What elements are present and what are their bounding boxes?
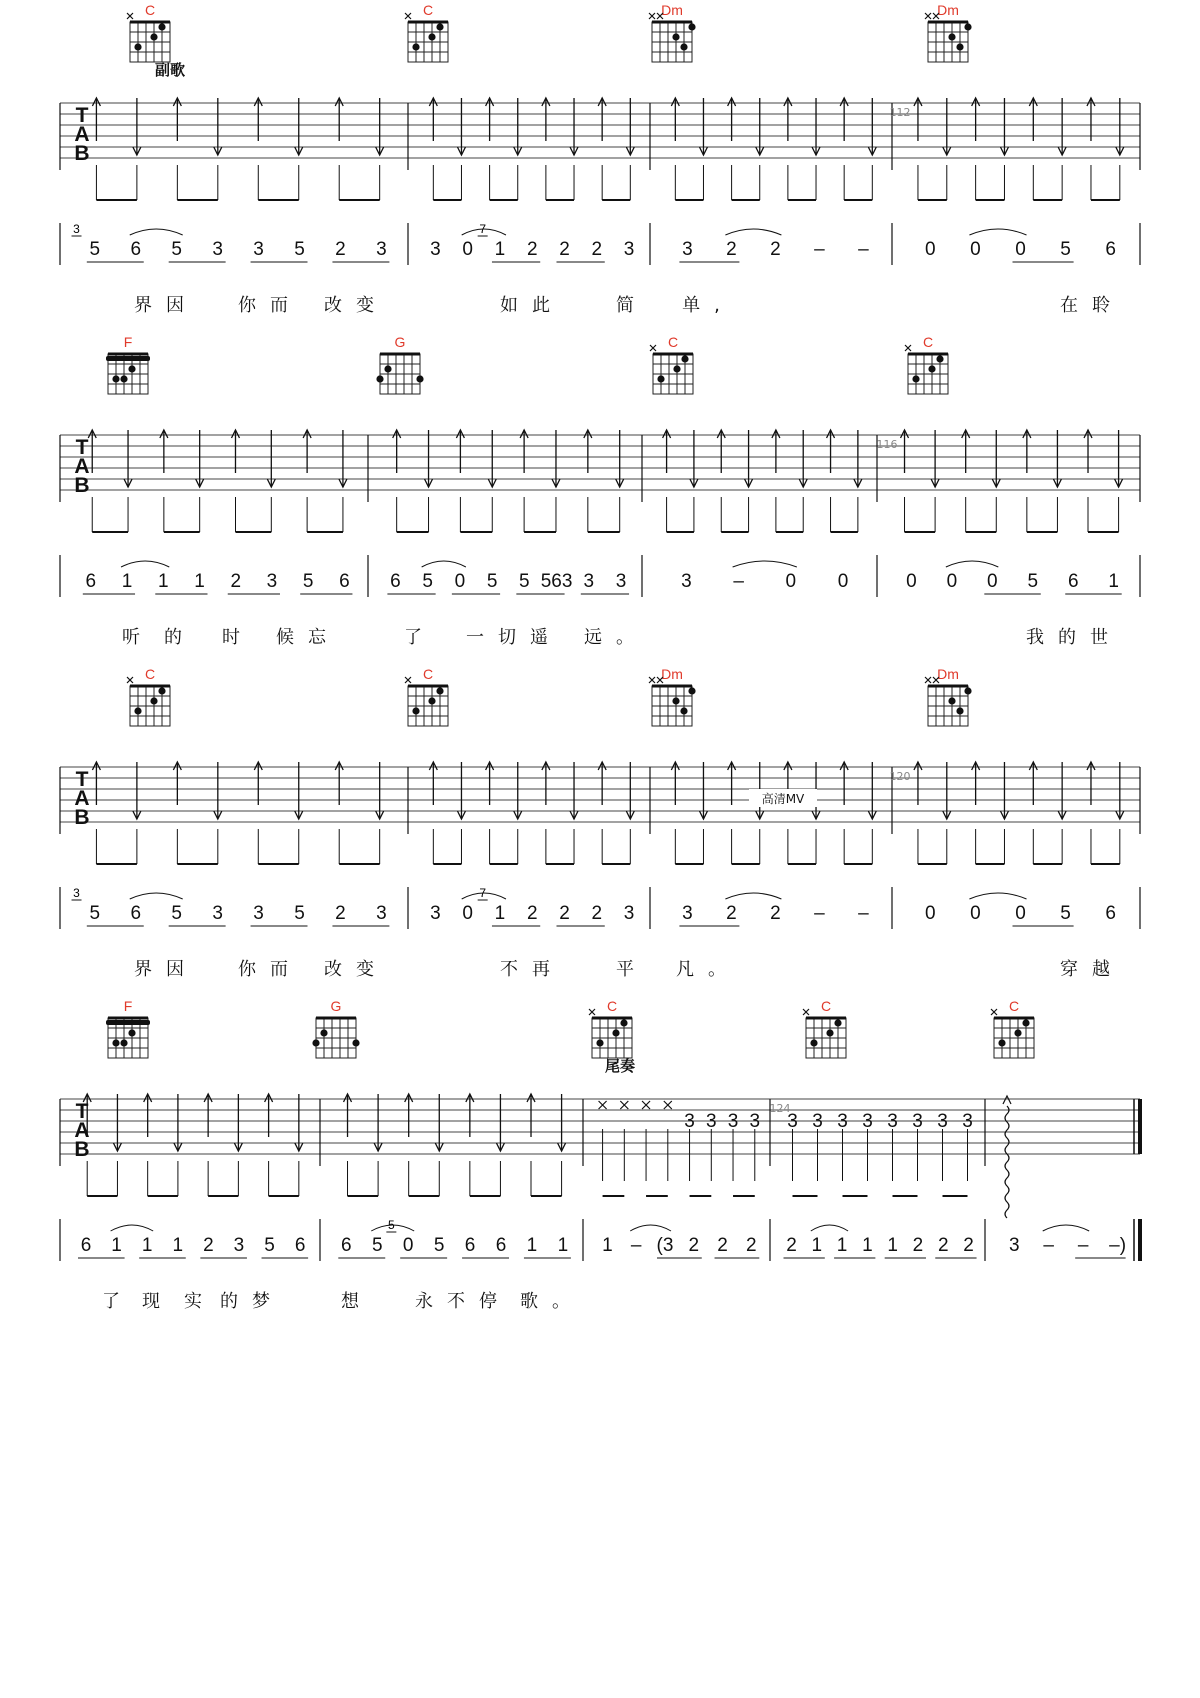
jianpu-note: 5 — [89, 903, 101, 924]
chord-dot — [657, 375, 664, 382]
jianpu-note: 1 — [887, 1235, 898, 1256]
chord-dot — [1022, 1019, 1029, 1026]
jianpu-note: 1 — [862, 1235, 873, 1256]
lyric-syllable: 的梦 — [220, 1291, 284, 1312]
measure-number: 120 — [889, 770, 911, 783]
lyric-syllable: 凡。 — [676, 959, 740, 980]
chord-name: C — [144, 2, 156, 18]
slur — [121, 561, 169, 567]
grace-note: 7 — [479, 886, 487, 900]
chord-mute-mark — [803, 1009, 809, 1015]
chord-dot — [436, 23, 443, 30]
lyric-syllable: 听 — [122, 627, 154, 648]
chord-dot — [681, 355, 688, 362]
chord-dot — [352, 1039, 359, 1046]
tab-clef-letter: T — [75, 768, 89, 791]
measure-number: 124 — [769, 1102, 791, 1115]
section-label: 尾奏 — [604, 1057, 636, 1075]
chord-dot — [412, 43, 419, 50]
tab-system — [60, 430, 1140, 648]
lyric-syllable: 界因 — [134, 295, 198, 316]
lyric-syllable: 候忘 — [276, 627, 340, 648]
jianpu-note: 3 — [682, 239, 693, 260]
jianpu-note: 5 — [519, 571, 530, 592]
jianpu-note: 5 — [294, 903, 305, 924]
lyric-syllable: 了 — [102, 1291, 134, 1312]
grace-note: 7 — [479, 222, 487, 236]
jianpu-note: 1 — [111, 1235, 122, 1256]
chord-dot — [1014, 1029, 1021, 1036]
chord-dot — [120, 1039, 127, 1046]
lyric-syllable: 单, — [682, 295, 734, 316]
jianpu-note: 3 — [212, 903, 223, 924]
jianpu-note: 0 — [906, 571, 917, 592]
chord-name: F — [123, 998, 133, 1014]
jianpu-note: 6 — [1067, 571, 1079, 592]
jianpu-note: 6 — [464, 1235, 476, 1256]
jianpu-note: 3 — [376, 239, 387, 260]
chord-diagram — [991, 998, 1034, 1058]
lyric-syllable: 一切遥 — [466, 627, 562, 648]
chord-name: Dm — [937, 666, 959, 682]
slur — [111, 1225, 154, 1231]
lyric-syllable: 简 — [616, 295, 648, 316]
slur — [725, 229, 781, 235]
jianpu-note: 3 — [1008, 1235, 1020, 1256]
chord-dot — [956, 43, 963, 50]
tab-system — [60, 61, 1140, 316]
jianpu-note: 5 — [422, 571, 433, 592]
chord-mute-mark — [991, 1009, 997, 1015]
jianpu-note: 3 — [681, 571, 692, 592]
jianpu-note: 1 — [194, 571, 205, 592]
jianpu-note: 0 — [970, 903, 981, 924]
tab-fret-number: 3 — [727, 1111, 739, 1132]
chord-dot — [158, 23, 165, 30]
tab-fret-number: 3 — [912, 1111, 923, 1132]
chord-dot — [826, 1029, 833, 1036]
jianpu-note: 1 — [526, 1235, 538, 1256]
jianpu-note: 3 — [212, 239, 223, 260]
tab-fret-number: 3 — [749, 1111, 761, 1132]
jianpu-note: 1 — [557, 1235, 569, 1256]
jianpu-note: 0 — [462, 239, 473, 260]
slur — [1043, 1225, 1089, 1231]
chord-dot — [948, 33, 955, 40]
lyric-syllable: 远。 — [584, 627, 648, 648]
chord-mute-mark — [405, 13, 411, 19]
chord-mute-mark — [127, 13, 133, 19]
chord-dot — [612, 1029, 619, 1036]
tab-clef-letter: A — [74, 787, 90, 810]
jianpu-note: 5 — [302, 571, 314, 592]
chord-dot — [416, 375, 423, 382]
lyric-syllable: 永不停 — [415, 1291, 511, 1312]
lyric-syllable: 穿越 — [1060, 959, 1124, 980]
tab-fret-number: 3 — [937, 1111, 948, 1132]
slur — [946, 561, 998, 567]
lyric-syllable: 界因 — [134, 959, 198, 980]
chord-dot — [112, 375, 119, 382]
jianpu-note: 3 — [253, 903, 264, 924]
chord-dot — [998, 1039, 1005, 1046]
jianpu-note: 3 — [583, 571, 595, 592]
jianpu-note: 6 — [390, 571, 401, 592]
jianpu-note: 5 — [264, 1235, 275, 1256]
jianpu-note: 2 — [526, 239, 538, 260]
jianpu-note: – — [858, 903, 869, 924]
jianpu-note: 1 — [494, 239, 506, 260]
lyric-syllable: 你而 — [238, 295, 302, 316]
jianpu-note: 1 — [602, 1235, 613, 1256]
chord-name: C — [144, 666, 156, 682]
jianpu-note: 2 — [591, 239, 603, 260]
slur — [725, 893, 781, 899]
chord-dot — [912, 375, 919, 382]
jianpu-note: 2 — [770, 903, 781, 924]
chord-name: C — [667, 334, 679, 350]
chord-mute-mark — [649, 677, 655, 683]
jianpu-note: 2 — [559, 239, 570, 260]
tab-clef-letter: A — [74, 1119, 90, 1142]
jianpu-note: 1 — [141, 1235, 153, 1256]
chord-dot — [964, 687, 971, 694]
chord-name: C — [922, 334, 934, 350]
tab-system — [60, 1057, 1140, 1312]
jianpu-note: 0 — [987, 571, 998, 592]
tab-fret-number: 3 — [887, 1111, 898, 1132]
jianpu-note: 3 — [615, 571, 627, 592]
chord-dot — [376, 375, 383, 382]
jianpu-note: 2 — [786, 1235, 797, 1256]
grace-note: 3 — [73, 886, 80, 900]
lyric-syllable: 在聆 — [1060, 295, 1124, 316]
tab-fret-number: 3 — [684, 1111, 695, 1132]
chord-dot — [436, 687, 443, 694]
jianpu-note: 2 — [726, 903, 737, 924]
tab-clef-letter: B — [74, 1138, 90, 1161]
chord-dot — [688, 687, 695, 694]
measure-number: 116 — [876, 438, 898, 451]
chord-dot — [672, 33, 679, 40]
chord-name: Dm — [937, 2, 959, 18]
slur — [969, 229, 1026, 235]
jianpu-note: 5 — [371, 1235, 383, 1256]
chord-dot — [112, 1039, 119, 1046]
tab-clef-letter: B — [74, 474, 90, 497]
chord-dot — [596, 1039, 603, 1046]
jianpu-note: 2 — [335, 239, 346, 260]
grace-note: 5 — [388, 1218, 395, 1232]
jianpu-note: 3 — [623, 239, 635, 260]
jianpu-note: 2 — [937, 1235, 949, 1256]
chord-mute-mark — [649, 13, 655, 19]
chord-diagram — [405, 666, 448, 726]
jianpu-note: 2 — [526, 903, 538, 924]
jianpu-note: 6 — [80, 1235, 92, 1256]
tab-clef-letter: B — [74, 806, 90, 829]
jianpu-note: 1 — [1108, 571, 1119, 592]
jianpu-note: 0 — [946, 571, 958, 592]
tab-clef-letter: A — [74, 455, 90, 478]
chord-mute-mark — [405, 677, 411, 683]
jianpu-note: 0 — [837, 571, 849, 592]
chord-dot — [680, 707, 687, 714]
chord-dot — [810, 1039, 817, 1046]
chord-dot — [384, 365, 391, 372]
chord-diagram — [925, 666, 972, 726]
chord-diagram — [106, 334, 150, 394]
chord-name: C — [820, 998, 832, 1014]
lyric-syllable: 平 — [616, 959, 648, 980]
jianpu-note: 2 — [230, 571, 242, 592]
chord-dot — [672, 697, 679, 704]
jianpu-note: 2 — [746, 1235, 757, 1256]
tab-clef-letter: T — [75, 104, 89, 127]
muted-note-mark — [620, 1101, 628, 1109]
jianpu-note: 6 — [85, 571, 97, 592]
lyric-syllable: 现 — [142, 1291, 174, 1312]
chord-dot — [128, 1029, 135, 1036]
chord-name: C — [606, 998, 618, 1014]
chord-dot — [128, 365, 135, 372]
jianpu-note: 0 — [454, 571, 466, 592]
jianpu-note: 6 — [495, 1235, 507, 1256]
lyric-syllable: 歌。 — [520, 1291, 584, 1312]
slur — [969, 893, 1026, 899]
chord-dot — [964, 23, 971, 30]
chord-dot — [134, 43, 141, 50]
jianpu-note: – — [814, 239, 825, 260]
jianpu-note: – — [814, 903, 825, 924]
jianpu-note: 6 — [130, 239, 142, 260]
chord-dot — [158, 687, 165, 694]
section-label: 副歌 — [154, 61, 186, 79]
chord-diagram — [589, 998, 632, 1058]
jianpu-note: 0 — [1015, 903, 1026, 924]
jianpu-note: 1 — [494, 903, 506, 924]
lyric-syllable: 改变 — [324, 959, 388, 980]
chord-mute-mark — [925, 677, 931, 683]
jianpu-note: 6 — [339, 571, 350, 592]
chord-dot — [134, 707, 141, 714]
chord-diagram — [106, 998, 150, 1058]
chord-name: C — [1008, 998, 1020, 1014]
jianpu-note: – — [858, 239, 869, 260]
chord-diagram — [905, 334, 948, 394]
lyric-syllable: 你而 — [238, 959, 302, 980]
arrow-head — [1003, 1096, 1011, 1104]
jianpu-note: 5 — [1060, 239, 1071, 260]
jianpu-note: 2 — [726, 239, 737, 260]
chord-dot — [680, 43, 687, 50]
jianpu-note: 2 — [770, 239, 781, 260]
tab-fret-number: 3 — [706, 1111, 717, 1132]
measure-number: 112 — [889, 106, 911, 119]
chord-name: Dm — [661, 2, 683, 18]
chord-name: G — [330, 998, 342, 1014]
chord-diagram — [376, 334, 423, 394]
jianpu-note: 6 — [130, 903, 142, 924]
lyric-syllable: 改变 — [324, 295, 388, 316]
tab-clef-letter: T — [75, 436, 89, 459]
lyric-syllable: 不再 — [500, 959, 564, 980]
jianpu-note: 3 — [430, 903, 441, 924]
tab-fret-number: 3 — [962, 1111, 973, 1132]
lyric-syllable: 如此 — [500, 295, 564, 316]
chord-barre — [106, 356, 150, 361]
jianpu-note: 3 — [233, 1235, 245, 1256]
chord-diagram — [650, 334, 693, 394]
chord-dot — [320, 1029, 327, 1036]
muted-note-mark — [664, 1101, 672, 1109]
jianpu-note: 3 — [430, 239, 441, 260]
jianpu-note: 3 — [623, 903, 635, 924]
chord-dot — [834, 1019, 841, 1026]
chord-dot — [150, 33, 157, 40]
jianpu-note: 2 — [963, 1235, 974, 1256]
arpeggio-mark — [1005, 1106, 1009, 1218]
tab-fret-number: 3 — [862, 1111, 873, 1132]
chord-diagram — [312, 998, 359, 1058]
jianpu-note: 2 — [335, 903, 346, 924]
chord-dot — [956, 707, 963, 714]
chord-diagram — [649, 666, 696, 726]
tab-clef-letter: T — [75, 1100, 89, 1123]
chord-name: F — [123, 334, 133, 350]
jianpu-note: – — [733, 571, 744, 592]
jianpu-note: 0 — [925, 239, 936, 260]
jianpu-note: 0 — [785, 571, 797, 592]
slur — [422, 561, 466, 567]
slur — [630, 1225, 671, 1231]
chord-mute-mark — [127, 677, 133, 683]
lyric-syllable: 想 — [341, 1291, 373, 1312]
jianpu-note: 3 — [266, 571, 278, 592]
jianpu-note: 5 — [89, 239, 101, 260]
jianpu-note: 2 — [912, 1235, 924, 1256]
chord-diagram — [925, 2, 972, 62]
chord-mute-mark — [589, 1009, 595, 1015]
chord-name: Dm — [661, 666, 683, 682]
chord-dot — [948, 697, 955, 704]
chord-name: C — [422, 666, 434, 682]
chord-mute-mark — [925, 13, 931, 19]
jianpu-note: 2 — [559, 903, 570, 924]
jianpu-note: 2 — [203, 1235, 214, 1256]
jianpu-note: 5 — [294, 239, 305, 260]
chord-dot — [936, 355, 943, 362]
tab-fret-number: 3 — [787, 1111, 798, 1132]
jianpu-note: 5 — [1060, 903, 1071, 924]
jianpu-note: – — [1043, 1235, 1055, 1256]
chord-mute-mark — [905, 345, 911, 351]
chord-diagram — [127, 666, 170, 726]
chord-dot — [428, 697, 435, 704]
jianpu-note: 1 — [836, 1235, 848, 1256]
grace-note: 3 — [73, 222, 80, 236]
chord-dot — [428, 33, 435, 40]
jianpu-note: 2 — [688, 1235, 700, 1256]
chord-dot — [688, 23, 695, 30]
chord-name: C — [422, 2, 434, 18]
jianpu-note: 3 — [376, 903, 387, 924]
muted-note-mark — [599, 1101, 607, 1109]
jianpu-note: 6 — [341, 1235, 352, 1256]
jianpu-note: 0 — [462, 903, 473, 924]
jianpu-note: –) — [1109, 1235, 1127, 1256]
chord-mute-mark — [650, 345, 656, 351]
chord-dot — [673, 365, 680, 372]
tab-clef-letter: A — [74, 123, 90, 146]
jianpu-note: 3 — [253, 239, 264, 260]
chord-barre — [106, 1020, 150, 1025]
jianpu-note: 563 — [540, 571, 573, 592]
chord-diagram — [649, 2, 696, 62]
jianpu-note: – — [1077, 1235, 1089, 1256]
jianpu-note: 5 — [171, 239, 182, 260]
chord-dot — [620, 1019, 627, 1026]
tab-system — [60, 762, 1140, 980]
slur — [811, 1225, 848, 1231]
jianpu-note: – — [630, 1235, 642, 1256]
chord-dot — [928, 365, 935, 372]
jianpu-note: 3 — [682, 903, 693, 924]
lyric-syllable: 了 — [404, 627, 436, 648]
lyric-syllable: 我的世 — [1026, 627, 1122, 648]
lyric-syllable: 的 — [164, 627, 196, 648]
jianpu-note: 1 — [121, 571, 133, 592]
jianpu-note: 1 — [157, 571, 169, 592]
slur — [130, 893, 183, 899]
jianpu-note: 1 — [172, 1235, 184, 1256]
chord-diagram — [127, 2, 170, 62]
jianpu-note: 6 — [294, 1235, 306, 1256]
chord-diagram — [405, 2, 448, 62]
chord-dot — [312, 1039, 319, 1046]
jianpu-note: 0 — [970, 239, 981, 260]
jianpu-note: 5 — [433, 1235, 445, 1256]
chord-dot — [120, 375, 127, 382]
lyric-syllable: 时 — [222, 627, 254, 648]
jianpu-note: 5 — [1027, 571, 1039, 592]
jianpu-note: 2 — [717, 1235, 728, 1256]
jianpu-note: 0 — [925, 903, 936, 924]
muted-note-mark — [642, 1101, 650, 1109]
jianpu-note: 0 — [1015, 239, 1026, 260]
jianpu-note: (3 — [656, 1235, 674, 1256]
chord-dot — [150, 697, 157, 704]
jianpu-note: 5 — [486, 571, 498, 592]
chord-diagram — [803, 998, 846, 1058]
jianpu-note: 6 — [1105, 903, 1116, 924]
tab-clef-letter: B — [74, 142, 90, 165]
jianpu-note: 2 — [591, 903, 603, 924]
tab-fret-number: 3 — [837, 1111, 848, 1132]
lyric-syllable: 实 — [184, 1291, 216, 1312]
chord-name: G — [394, 334, 406, 350]
slur — [733, 561, 797, 567]
jianpu-note: 1 — [811, 1235, 823, 1256]
jianpu-note: 5 — [171, 903, 182, 924]
tab-fret-number: 3 — [812, 1111, 823, 1132]
watermark-label: 高清MV — [761, 792, 805, 806]
jianpu-note: 0 — [402, 1235, 414, 1256]
chord-dot — [412, 707, 419, 714]
jianpu-note: 6 — [1105, 239, 1116, 260]
slur — [130, 229, 183, 235]
